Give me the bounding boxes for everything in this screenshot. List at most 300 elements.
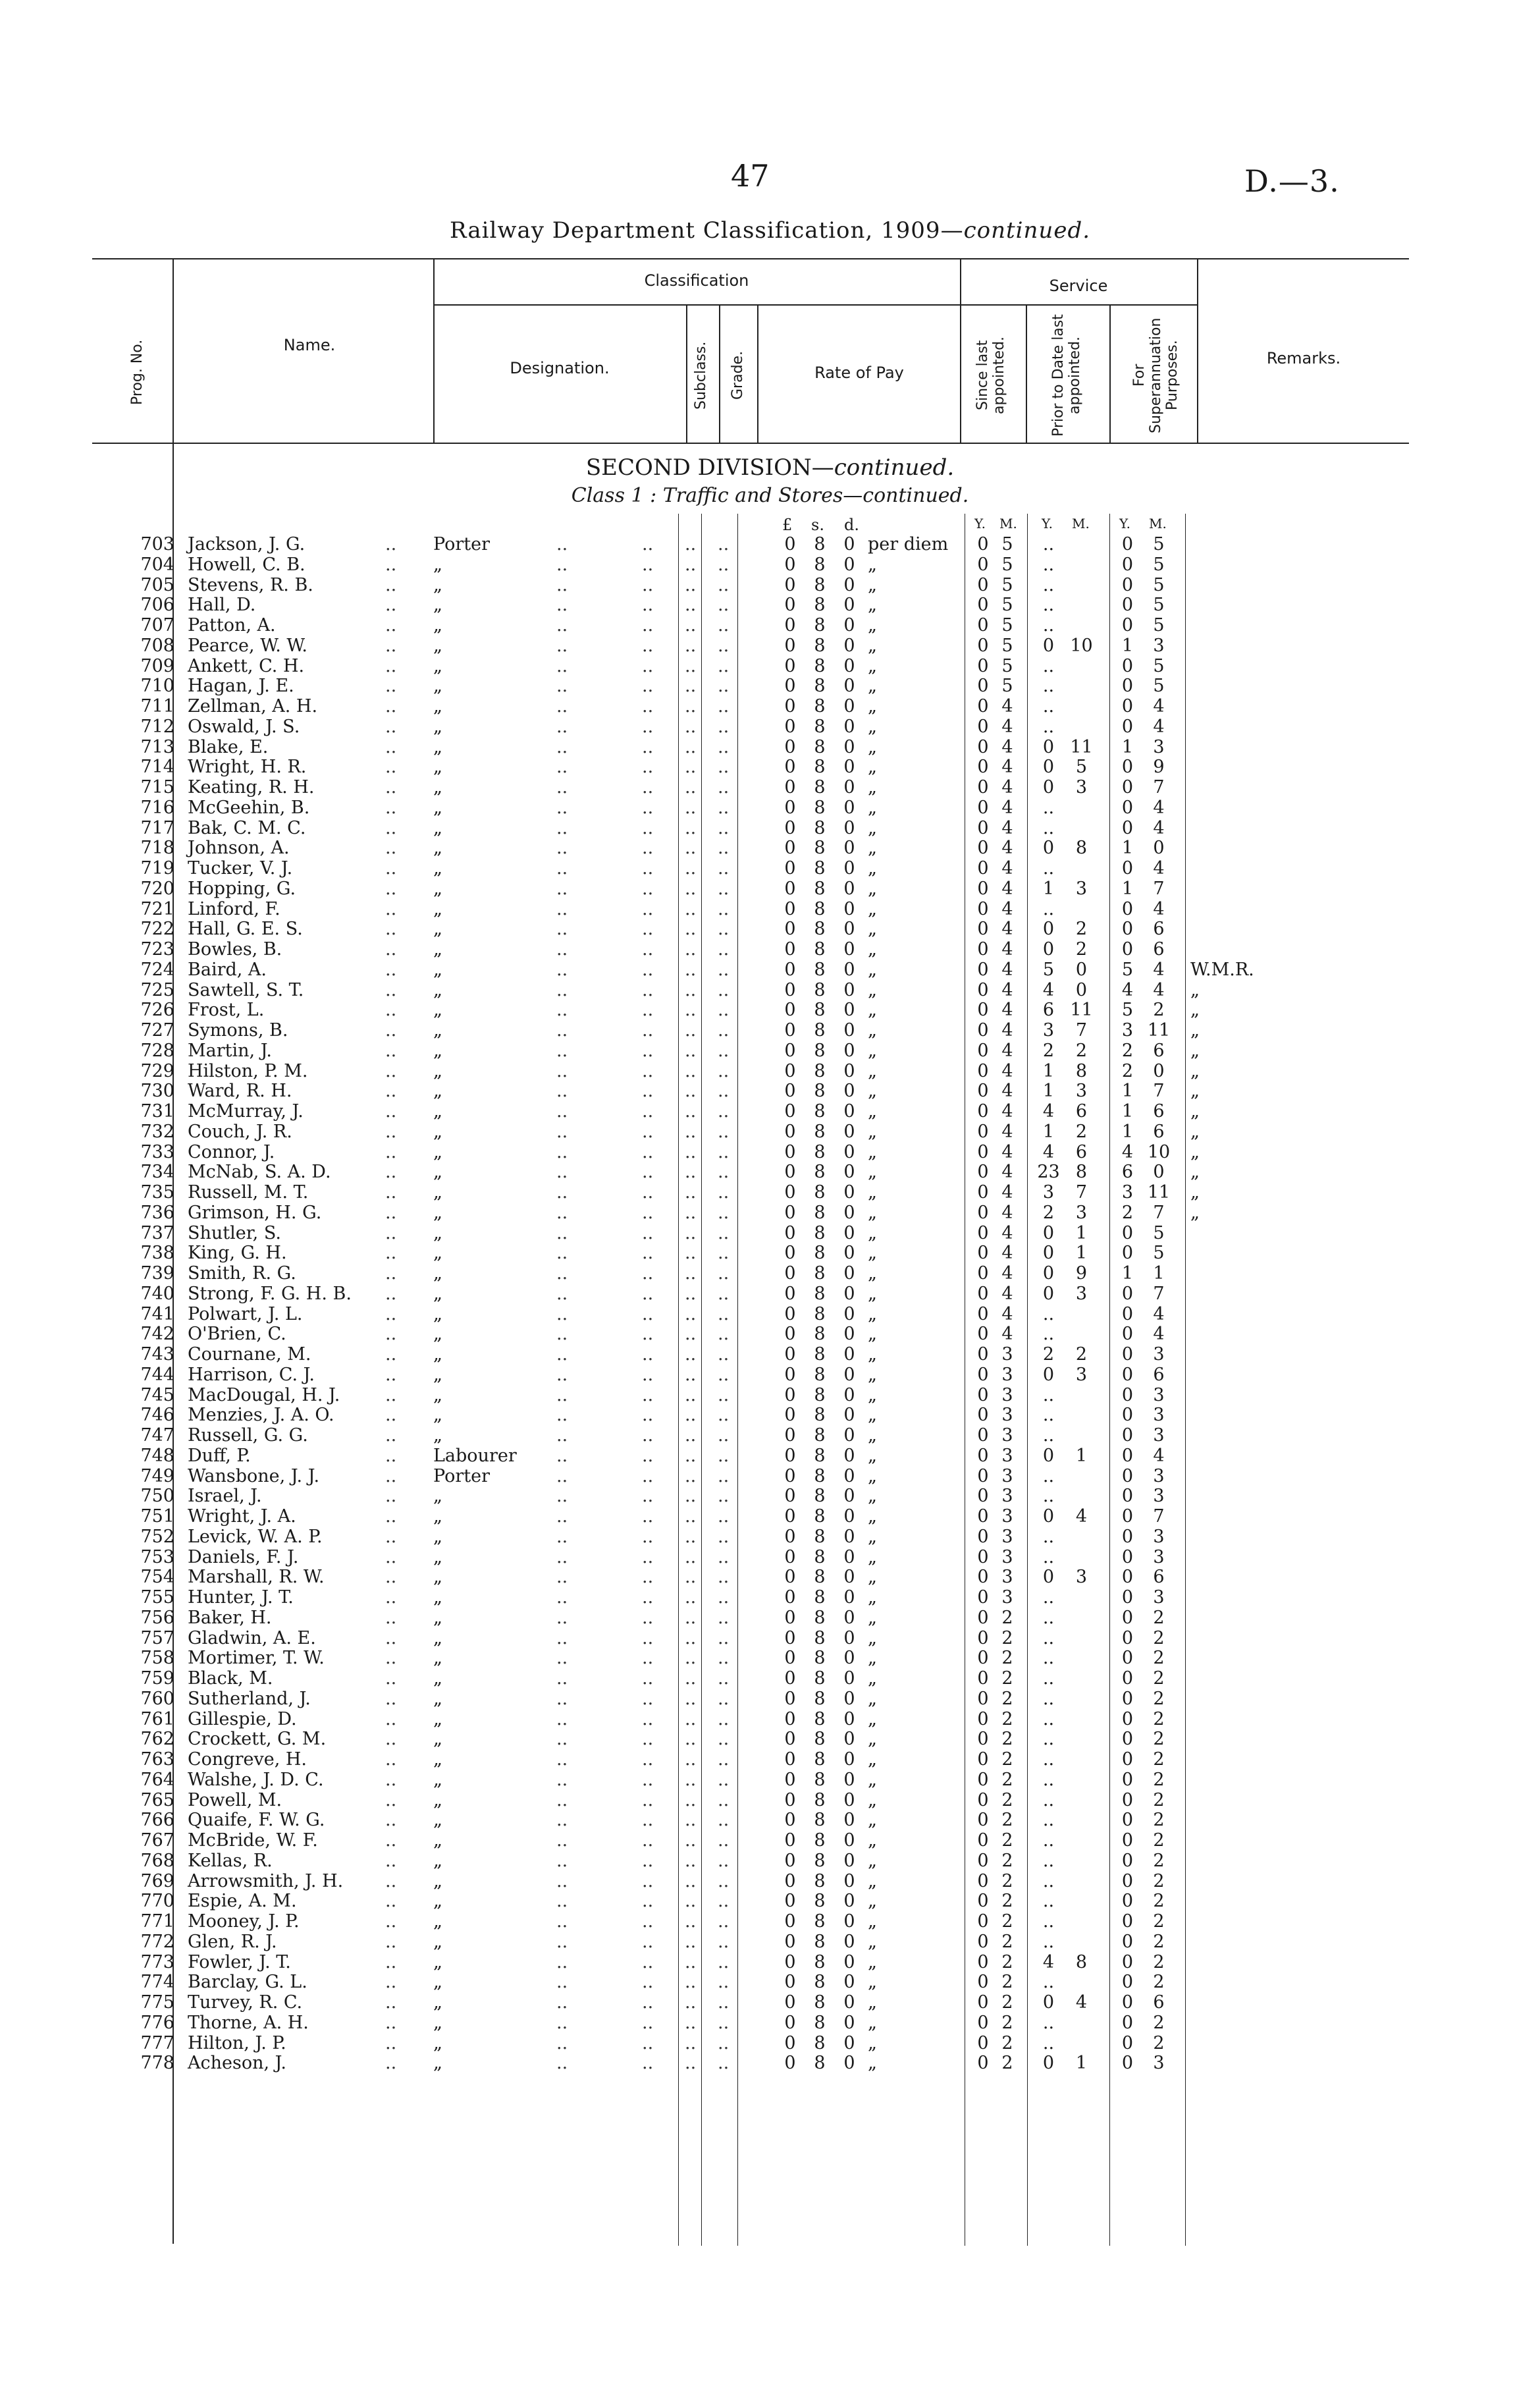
pay-pounds: 0 <box>784 716 796 737</box>
pay-period: „ <box>868 1870 877 1891</box>
prog-number: 755 <box>140 1587 174 1608</box>
since-years: 0 <box>977 1607 989 1628</box>
since-months: 4 <box>1001 777 1013 798</box>
leader-dots: .. <box>385 1121 397 1142</box>
pay-shillings: 8 <box>814 1526 826 1547</box>
prior-years: 0 <box>1042 1567 1055 1588</box>
since-months: 4 <box>1001 1202 1013 1223</box>
employee-name: Symons, B. <box>188 1020 288 1041</box>
prog-number: 714 <box>140 757 174 778</box>
pay-period: „ <box>868 1546 877 1567</box>
pay-period: „ <box>868 838 877 859</box>
remarks: „ <box>1190 1081 1200 1102</box>
leader-dots: .. <box>718 1708 730 1729</box>
table-row <box>0 1143 1540 1162</box>
employee-name: Hagan, J. E. <box>188 676 294 697</box>
leader-dots: .. <box>385 534 397 555</box>
header-prog-no: Prog. No. <box>129 339 146 405</box>
since-months: 2 <box>1001 1648 1013 1669</box>
designation: „ <box>433 1931 442 1952</box>
pay-pounds: 0 <box>784 919 796 940</box>
table-row <box>0 1629 1540 1648</box>
leader-dots: .. <box>685 858 697 879</box>
super-years: 0 <box>1121 1567 1134 1588</box>
since-years: 0 <box>977 1303 989 1324</box>
designation: „ <box>433 1081 442 1102</box>
pay-pence: 0 <box>843 777 855 798</box>
employee-name: Ankett, C. H. <box>188 655 305 676</box>
pay-pounds: 0 <box>784 838 796 859</box>
pay-shillings: 8 <box>814 1789 826 1810</box>
pay-pounds: 0 <box>784 1364 796 1385</box>
leader-dots: .. <box>556 1951 568 1972</box>
designation: „ <box>433 1040 442 1061</box>
pay-period: „ <box>868 2012 877 2033</box>
leader-dots: .. <box>685 1364 697 1385</box>
pay-shillings: 8 <box>814 1101 826 1122</box>
leader-dots: .. <box>385 1789 397 1810</box>
prog-number: 758 <box>140 1648 174 1669</box>
pay-shillings: 8 <box>814 1303 826 1324</box>
since-years: 0 <box>977 1081 989 1102</box>
pay-period: „ <box>868 1688 877 1709</box>
leader-dots: .. <box>685 534 697 555</box>
since-months: 4 <box>1001 1141 1013 1162</box>
leader-dots: .. <box>642 1830 654 1851</box>
super-months: 7 <box>1153 1506 1165 1527</box>
leader-dots: .. <box>385 615 397 636</box>
pay-pence: 0 <box>843 1263 855 1284</box>
leader-dots: .. <box>556 1445 568 1466</box>
prog-number: 708 <box>140 635 174 656</box>
leader-dots: .. <box>385 1202 397 1223</box>
pay-pounds: 0 <box>784 1344 796 1365</box>
pay-shillings: 8 <box>814 595 826 616</box>
pay-period: „ <box>868 1668 877 1689</box>
pay-shillings: 8 <box>814 676 826 697</box>
pay-shillings: 8 <box>814 1810 826 1831</box>
leader-dots: .. <box>718 736 730 757</box>
leader-dots: .. <box>556 1020 568 1041</box>
leader-dots: .. <box>556 1668 568 1689</box>
leader-dots: .. <box>642 1546 654 1567</box>
table-row <box>0 1548 1540 1567</box>
super-years: 1 <box>1121 1263 1134 1284</box>
table-row <box>0 1102 1540 1122</box>
pay-pence: 0 <box>843 1121 855 1142</box>
leader-dots: .. <box>718 1243 730 1264</box>
super-months: 2 <box>1153 2012 1165 2033</box>
employee-name: Quaife, F. W. G. <box>188 1810 325 1831</box>
super-months: 5 <box>1153 655 1165 676</box>
super-months: 3 <box>1153 1425 1165 1446</box>
leader-dots: .. <box>642 1425 654 1446</box>
since-months: 2 <box>1001 1951 1013 1972</box>
leader-dots: .. <box>556 777 568 798</box>
prior-years: 0 <box>1042 1222 1055 1243</box>
super-months: 2 <box>1153 1789 1165 1810</box>
leader-dots: .. <box>642 534 654 555</box>
leader-dots: .. <box>642 1222 654 1243</box>
leader-dots: .. <box>685 898 697 919</box>
pay-pounds: 0 <box>784 1951 796 1972</box>
leader-dots: .. <box>685 919 697 940</box>
leader-dots: .. <box>718 1344 730 1365</box>
leader-dots: .. <box>385 1465 397 1486</box>
leader-dots: .. <box>685 1891 697 1912</box>
designation: „ <box>433 696 442 717</box>
pay-pounds: 0 <box>784 979 796 1000</box>
leader-dots: .. <box>385 1344 397 1365</box>
leader-dots: .. <box>556 1486 568 1507</box>
designation: Porter <box>433 534 490 555</box>
pay-period: „ <box>868 1121 877 1142</box>
super-months: 5 <box>1153 554 1165 575</box>
pay-shillings: 8 <box>814 1607 826 1628</box>
leader-dots: .. <box>685 1789 697 1810</box>
super-months: 2 <box>1153 1627 1165 1648</box>
prior-years: .. <box>1042 716 1055 737</box>
pay-period: „ <box>868 1081 877 1102</box>
prior-months: 3 <box>1075 1364 1088 1385</box>
prog-number: 712 <box>140 716 174 737</box>
since-months: 2 <box>1001 1749 1013 1770</box>
super-years: 0 <box>1121 696 1134 717</box>
designation: „ <box>433 1425 442 1446</box>
employee-name: Harrison, C. J. <box>188 1364 315 1385</box>
pay-pence: 0 <box>843 1951 855 1972</box>
leader-dots: .. <box>718 858 730 879</box>
designation: „ <box>433 1303 442 1324</box>
since-months: 4 <box>1001 1040 1013 1061</box>
designation: „ <box>433 838 442 859</box>
since-months: 2 <box>1001 1810 1013 1831</box>
since-years: 0 <box>977 1324 989 1345</box>
super-months: 6 <box>1153 1992 1165 2013</box>
since-months: 3 <box>1001 1384 1013 1405</box>
leader-dots: .. <box>642 1121 654 1142</box>
pay-pence: 0 <box>843 1162 855 1183</box>
employee-name: Russell, M. T. <box>188 1182 309 1203</box>
pay-pounds: 0 <box>784 1060 796 1081</box>
leader-dots: .. <box>385 2012 397 2033</box>
since-months: 4 <box>1001 1182 1013 1203</box>
since-years: 0 <box>977 1121 989 1142</box>
pay-pounds: 0 <box>784 2012 796 2033</box>
leader-dots: .. <box>642 1668 654 1689</box>
since-months: 2 <box>1001 1769 1013 1790</box>
pay-pence: 0 <box>843 1506 855 1527</box>
pay-pounds: 0 <box>784 1931 796 1952</box>
prior-months-unit: M. <box>1072 516 1090 531</box>
pay-shillings: 8 <box>814 1911 826 1932</box>
pay-pence: 0 <box>843 1445 855 1466</box>
leader-dots: .. <box>685 716 697 737</box>
pay-pence: 0 <box>843 1303 855 1324</box>
designation: „ <box>433 1749 442 1770</box>
employee-name: Blake, E. <box>188 736 269 757</box>
super-months: 2 <box>1153 1911 1165 1932</box>
super-years: 0 <box>1121 1850 1134 1871</box>
leader-dots: .. <box>642 716 654 737</box>
pay-pounds: 0 <box>784 817 796 838</box>
prog-number: 754 <box>140 1567 174 1588</box>
since-years: 0 <box>977 797 989 818</box>
super-years: 0 <box>1121 1546 1134 1567</box>
leader-dots: .. <box>685 1243 697 1264</box>
leader-dots: .. <box>642 1850 654 1871</box>
leader-dots: .. <box>718 1101 730 1122</box>
pay-pence: 0 <box>843 1648 855 1669</box>
table-row <box>0 879 1540 899</box>
pay-pounds: 0 <box>784 696 796 717</box>
leader-dots: .. <box>385 878 397 899</box>
since-years: 0 <box>977 595 989 616</box>
leader-dots: .. <box>685 1951 697 1972</box>
prior-months: 4 <box>1075 1992 1088 2013</box>
super-years: 0 <box>1121 1870 1134 1891</box>
since-months: 2 <box>1001 1668 1013 1689</box>
leader-dots: .. <box>718 959 730 980</box>
remarks: W.M.R. <box>1190 959 1254 980</box>
since-months: 2 <box>1001 1972 1013 1993</box>
leader-dots: .. <box>556 1546 568 1567</box>
pay-pence: 0 <box>843 1101 855 1122</box>
leader-dots: .. <box>385 777 397 798</box>
designation: „ <box>433 1870 442 1891</box>
table-row <box>0 636 1540 656</box>
super-months: 3 <box>1153 1344 1165 1365</box>
super-years: 0 <box>1121 534 1134 555</box>
pay-pounds: 0 <box>784 1445 796 1466</box>
table-row <box>0 1162 1540 1182</box>
employee-name: Pearce, W. W. <box>188 635 308 656</box>
pay-pence: 0 <box>843 838 855 859</box>
pay-shillings: 8 <box>814 736 826 757</box>
leader-dots: .. <box>718 1526 730 1547</box>
leader-dots: .. <box>385 1506 397 1527</box>
pay-period: „ <box>868 1769 877 1790</box>
pay-pounds: 0 <box>784 1830 796 1851</box>
leader-dots: .. <box>556 595 568 616</box>
pay-period: „ <box>868 1486 877 1507</box>
pay-shillings: 8 <box>814 1263 826 1284</box>
leader-dots: .. <box>556 878 568 899</box>
employee-name: Jackson, J. G. <box>188 534 305 555</box>
super-years: 0 <box>1121 1526 1134 1547</box>
leader-dots: .. <box>385 1384 397 1405</box>
pay-period: „ <box>868 716 877 737</box>
prog-number: 753 <box>140 1546 174 1567</box>
pay-shillings: 8 <box>814 2012 826 2033</box>
prior-months: 5 <box>1075 757 1088 778</box>
super-years: 0 <box>1121 1506 1134 1527</box>
employee-name: Johnson, A. <box>188 838 290 859</box>
table-row <box>0 1081 1540 1101</box>
since-years: 0 <box>977 1810 989 1831</box>
table-row <box>0 697 1540 717</box>
table-row <box>0 1750 1540 1770</box>
pay-period: „ <box>868 1324 877 1345</box>
super-months: 4 <box>1153 959 1165 980</box>
leader-dots: .. <box>718 1688 730 1709</box>
pay-period: „ <box>868 1567 877 1588</box>
since-months: 2 <box>1001 1688 1013 1709</box>
pay-pence: 0 <box>843 797 855 818</box>
leader-dots: .. <box>685 757 697 778</box>
since-months: 3 <box>1001 1506 1013 1527</box>
designation: „ <box>433 1060 442 1081</box>
pay-shillings: 8 <box>814 2032 826 2053</box>
division-continued: continued. <box>834 454 955 481</box>
leader-dots: .. <box>718 1081 730 1102</box>
since-years: 0 <box>977 676 989 697</box>
since-years: 0 <box>977 716 989 737</box>
leader-dots: .. <box>642 1648 654 1669</box>
since-years: 0 <box>977 615 989 636</box>
pay-pence: 0 <box>843 1020 855 1041</box>
pay-pounds: 0 <box>784 1729 796 1750</box>
pay-shillings: 8 <box>814 1243 826 1264</box>
pay-pence: 0 <box>843 1708 855 1729</box>
prior-years: .. <box>1042 898 1055 919</box>
leader-dots: .. <box>556 1465 568 1486</box>
pay-period: per diem <box>868 534 949 555</box>
table-row <box>0 1324 1540 1344</box>
pay-period: „ <box>868 1830 877 1851</box>
prior-years: .. <box>1042 1425 1055 1446</box>
super-months: 0 <box>1153 1162 1165 1183</box>
table-row <box>0 1507 1540 1527</box>
prog-number: 703 <box>140 534 174 555</box>
pay-shillings: 8 <box>814 1830 826 1851</box>
employee-name: King, G. H. <box>188 1243 287 1264</box>
super-years: 0 <box>1121 757 1134 778</box>
employee-name: Strong, F. G. H. B. <box>188 1283 352 1304</box>
leader-dots: .. <box>385 1627 397 1648</box>
super-months: 5 <box>1153 676 1165 697</box>
super-months: 2 <box>1153 1891 1165 1912</box>
since-years: 0 <box>977 1627 989 1648</box>
leader-dots: .. <box>685 2012 697 2033</box>
super-months: 3 <box>1153 1465 1165 1486</box>
designation: „ <box>433 716 442 737</box>
prog-number: 730 <box>140 1081 174 1102</box>
table-row <box>0 1426 1540 1446</box>
leader-dots: .. <box>556 1344 568 1365</box>
leader-dots: .. <box>718 1627 730 1648</box>
pay-pounds: 0 <box>784 777 796 798</box>
leader-dots: .. <box>385 1182 397 1203</box>
since-years: 0 <box>977 1384 989 1405</box>
leader-dots: .. <box>718 1992 730 2013</box>
leader-dots: .. <box>556 1769 568 1790</box>
prior-years: 0 <box>1042 1445 1055 1466</box>
designation: „ <box>433 757 442 778</box>
leader-dots: .. <box>685 1931 697 1952</box>
table-row <box>0 757 1540 777</box>
prior-years: .. <box>1042 1648 1055 1669</box>
table-row <box>0 838 1540 858</box>
leader-dots: .. <box>685 655 697 676</box>
designation: „ <box>433 919 442 940</box>
leader-dots: .. <box>685 797 697 818</box>
prog-number: 756 <box>140 1607 174 1628</box>
prior-years: 0 <box>1042 635 1055 656</box>
leader-dots: .. <box>685 676 697 697</box>
subclass-divider <box>719 304 720 444</box>
designation: „ <box>433 1182 442 1203</box>
pay-pence: 0 <box>843 2012 855 2033</box>
pay-pounds: 0 <box>784 1850 796 1871</box>
employee-name: Mooney, J. P. <box>188 1911 300 1932</box>
super-years: 0 <box>1121 676 1134 697</box>
since-years: 0 <box>977 655 989 676</box>
leader-dots: .. <box>556 1000 568 1021</box>
pay-shillings: 8 <box>814 574 826 595</box>
since-months: 3 <box>1001 1425 1013 1446</box>
pay-shillings: 8 <box>814 797 826 818</box>
leader-dots: .. <box>385 1870 397 1891</box>
pay-period: „ <box>868 676 877 697</box>
pay-pounds: 0 <box>784 1243 796 1264</box>
designation: „ <box>433 1911 442 1932</box>
prior-years: .. <box>1042 797 1055 818</box>
shilling-unit: s. <box>811 516 824 534</box>
super-months: 2 <box>1153 1810 1165 1831</box>
since-years: 0 <box>977 2053 989 2074</box>
leader-dots: .. <box>385 1000 397 1021</box>
super-years: 0 <box>1121 1465 1134 1486</box>
prior-years: 1 <box>1042 1121 1055 1142</box>
prior-years: 0 <box>1042 1263 1055 1284</box>
table-row <box>0 1972 1540 1992</box>
designation: „ <box>433 1101 442 1122</box>
pay-pounds: 0 <box>784 1486 796 1507</box>
leader-dots: .. <box>385 1546 397 1567</box>
leader-dots: .. <box>685 696 697 717</box>
designation: „ <box>433 1708 442 1729</box>
leader-dots: .. <box>718 817 730 838</box>
leader-dots: .. <box>556 1222 568 1243</box>
super-months: 3 <box>1153 1486 1165 1507</box>
super-months: 2 <box>1153 2032 1165 2053</box>
table-row <box>0 1993 1540 2013</box>
pay-shillings: 8 <box>814 1708 826 1729</box>
pay-pounds: 0 <box>784 1425 796 1446</box>
pay-pounds: 0 <box>784 1810 796 1831</box>
leader-dots: .. <box>385 1425 397 1446</box>
since-months: 2 <box>1001 2053 1013 2074</box>
super-months: 5 <box>1153 595 1165 616</box>
prior-months: 3 <box>1075 777 1088 798</box>
table-row <box>0 1770 1540 1790</box>
super-years: 0 <box>1121 817 1134 838</box>
leader-dots: .. <box>685 1648 697 1669</box>
leader-dots: .. <box>718 615 730 636</box>
prior-months: 3 <box>1075 1081 1088 1102</box>
leader-dots: .. <box>556 1506 568 1527</box>
leader-dots: .. <box>385 1303 397 1324</box>
leader-dots: .. <box>642 595 654 616</box>
pay-period: „ <box>868 1141 877 1162</box>
super-months: 7 <box>1153 878 1165 899</box>
table-row <box>0 1851 1540 1871</box>
pay-pence: 0 <box>843 1141 855 1162</box>
prior-years: .. <box>1042 696 1055 717</box>
pay-period: „ <box>868 1020 877 1041</box>
super-months: 2 <box>1153 1688 1165 1709</box>
